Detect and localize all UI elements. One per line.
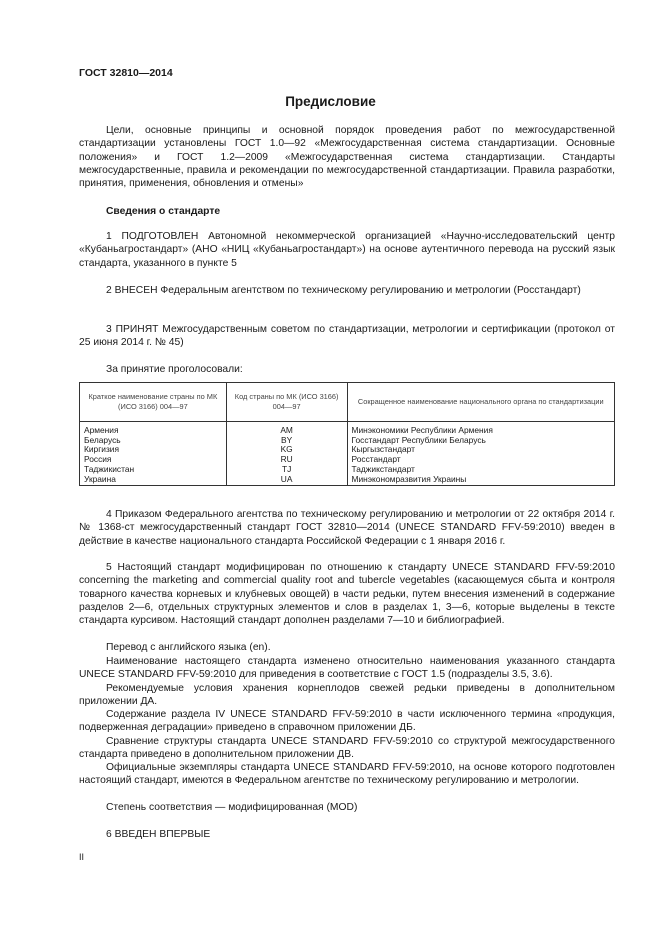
vote-label: За принятие проголосовали: — [106, 364, 243, 375]
table-row — [80, 455, 615, 465]
country-code-cell: AM — [226, 422, 347, 436]
table-row — [80, 436, 615, 446]
country-name-cell: Таджикистан — [80, 465, 227, 475]
header-standards-body: Сокращенное наименование национального органа по стандартизации — [347, 383, 615, 422]
table-row — [80, 465, 615, 475]
header-country-name: Краткое наименование страны по МК (ИСО 3166) 004—97 — [80, 383, 227, 422]
standards-body-cell: Таджикстандарт — [347, 465, 615, 475]
standards-body-cell: Кыргызстандарт — [347, 445, 615, 455]
country-name-cell: Россия — [80, 455, 227, 465]
standards-body-cell: Росстандарт — [347, 455, 615, 465]
table-header-row — [80, 383, 615, 422]
country-code-cell: KG — [226, 445, 347, 455]
item-2-paragraph: 2 ВНЕСЕН Федеральным агентством по техническому регулированию и метрологии (Росстандарт) — [106, 285, 581, 296]
country-code-cell: BY — [226, 436, 347, 446]
item-5-conformity: Степень соответствия — модифицированная (MOD) — [106, 802, 358, 813]
item-1-paragraph: 1 ПОДГОТОВЛЕН Автономной некоммерческой организацией «Научно-исследовательский центр «Кубаньагростандарт» (АНО «НИЦ «Кубаньагростандарт») на основе аутентичного перевода на русский язык стандарта, указанного в пункте 5 — [79, 231, 615, 269]
item-5-paragraph: 5 Настоящий стандарт модифицирован по отношению к стандарту UNECE STANDARD FFV-59:2010 concerning the marketing and commercial quality root and tubercle vegetables (касающемуся сбыта и контроля товарного качества корневых и клубневых овощей) в части редьки, путем внесения изменений в содержание разделов 2—6, отдельных структурных элементов и слов в разделах 1, 3—6, которые выделены в тексте стандарта курсивом. Настоящий стандарт дополнен разделами 7—10 и библиографией. — [79, 562, 615, 627]
item-5-structure: Сравнение структуры стандарта UNECE STANDARD FFV-59:2010 со структурой межгосударственного стандарта приведено в дополнительном приложении ДВ. — [79, 736, 615, 761]
item-4-paragraph: 4 Приказом Федерального агентства по техническому регулированию и метрологии от 22 октября 2014 г. № 1368-ст межгосударственный стандарт ГОСТ 32810—2014 (UNECE STANDARD FFV-59:2010) введен в действие в качестве национального стандарта Российской Федерации с 1 января 2016 г. — [79, 509, 615, 547]
item-5-section-iv: Содержание раздела IV UNECE STANDARD FFV-59:2010 в части исключенного термина «продукция, подверженная деградации» приведено в справочном приложении ДБ. — [79, 709, 615, 734]
voting-table — [79, 382, 615, 486]
standards-body-cell: Минэкономразвития Украины — [347, 475, 615, 486]
item-5-translation: Перевод с английского языка (en). — [106, 642, 271, 653]
intro-paragraph: Цели, основные принципы и основной порядок проведения работ по межгосударственной стандартизации установлены ГОСТ 1.0—92 «Межгосударственная система стандартизации. Основные положения» и ГОСТ 1.2—2009 «Межгосударственная система стандартизации. Стандарты межгосударственные, правила и рекомендации по межгосударственной стандартизации. Правила разработки, принятия, применения, обновления и отмены» — [79, 125, 615, 190]
item-3-paragraph: 3 ПРИНЯТ Межгосударственным советом по стандартизации, метрологии и сертификации (протокол от 25 июня 2014 г. № 45) — [79, 324, 615, 349]
standards-body-cell: Минэкономики Республики Армения — [347, 422, 615, 436]
country-name-cell: Армения — [80, 422, 227, 436]
item-5-official-copies: Официальные экземпляры стандарта UNECE STANDARD FFV-59:2010, на основе которого подготовлен настоящий стандарт, имеются в Федеральном агентстве по техническому регулированию и метрологии. — [79, 762, 615, 787]
item-5-storage: Рекомендуемые условия хранения корнеплодов свежей редьки приведены в дополнительном приложении ДА. — [79, 683, 615, 708]
country-code-cell: UA — [226, 475, 347, 486]
table-row — [80, 422, 615, 436]
page-title: Предисловие — [285, 94, 376, 109]
table-row — [80, 445, 615, 455]
page-number: II — [79, 852, 85, 862]
item-6-paragraph: 6 ВВЕДЕН ВПЕРВЫЕ — [106, 829, 211, 840]
section-heading: Сведения о стандарте — [106, 206, 221, 217]
country-code-cell: TJ — [226, 465, 347, 475]
header-country-code: Код страны по МК (ИСО 3166) 004—97 — [226, 383, 347, 422]
table-row — [80, 475, 615, 486]
country-name-cell: Киргизия — [80, 445, 227, 455]
document-header: ГОСТ 32810—2014 — [79, 67, 173, 79]
country-name-cell: Украина — [80, 475, 227, 486]
country-name-cell: Беларусь — [80, 436, 227, 446]
standards-body-cell: Госстандарт Республики Беларусь — [347, 436, 615, 446]
country-code-cell: RU — [226, 455, 347, 465]
item-5-name-change: Наименование настоящего стандарта изменено относительно наименования указанного стандарта UNECE STANDARD FFV-59:2010 для приведения в соответствие с ГОСТ 1.5 (подразделы 3.5, 3.6). — [79, 656, 615, 681]
